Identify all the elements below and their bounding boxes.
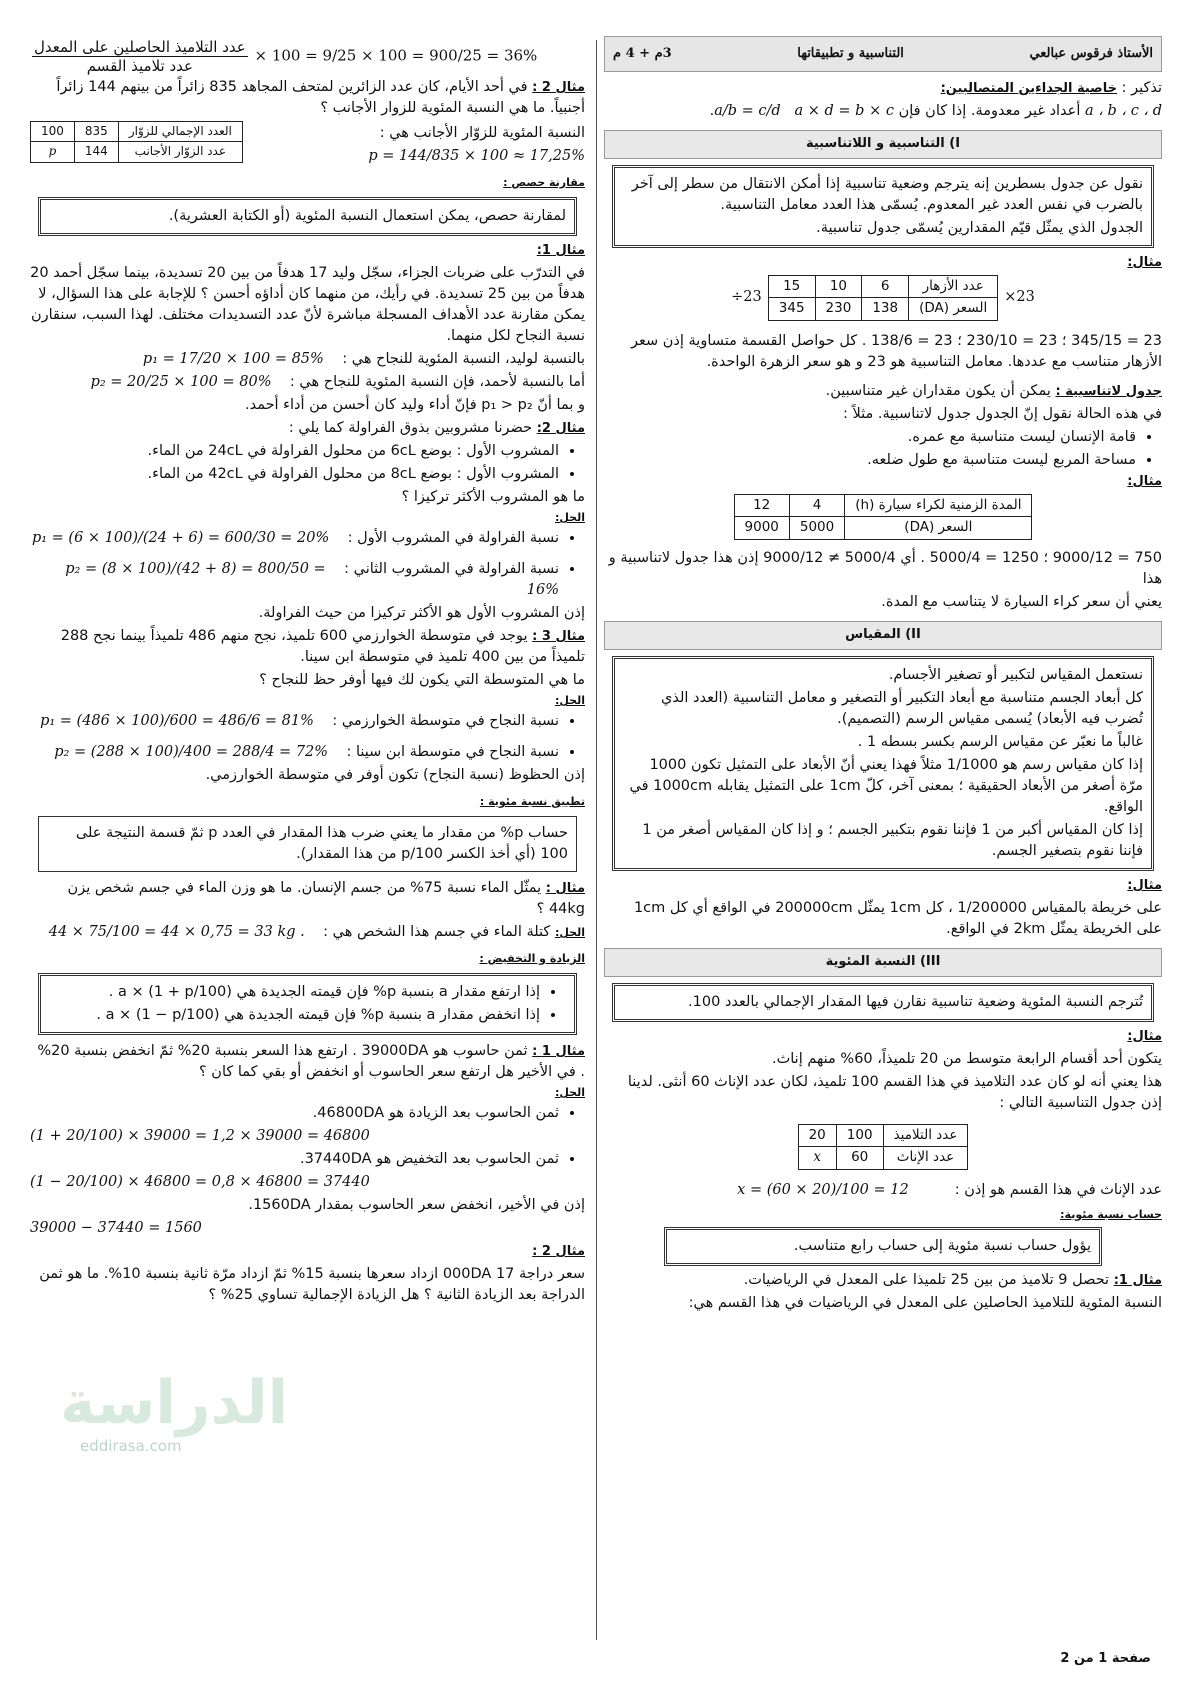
nonprop-intro: جدول لاتناسبية : يمكن أن يكون مقداران غير متناسبين. [825, 382, 1162, 399]
nonprop-list: • قامة الإنسان ليست متناسبة مع عمره. • مساحة المربع ليست متناسبة مع طول ضلعه. [604, 427, 1162, 471]
lesson-title: التناسبية و تطبيقاتها [797, 45, 904, 61]
example-label: مثال: [1127, 254, 1162, 270]
visitors-calc: p = 144/835 × 100 ≈ 17,25% [368, 148, 585, 165]
car-rental-table: المدة الزمنية لكراء سيارة (h) 4 12 السعر (DA) 5000 9000 [734, 494, 1033, 540]
students-table: عدد التلاميذ 100 20 عدد الإناث 60 x [798, 1124, 969, 1170]
section-percentage: III) النسبة المئوية [604, 948, 1162, 977]
author: الأستاذ فرقوس عبالعي [1029, 45, 1153, 61]
scale-box: نستعمل المقياس لتكبير أو تصغير الأجسام. كل أبعاد الجسم متناسبة مع أبعاد التكبير أو التصغير و معامل التناسبية (العدد الذي تُضرب فيه الأبعاد) يُسمى مقياس الرسم (التصميم). غالباً ما نعبّر عن مقياس الرسم بكسر بسطه 1 . إذا كان مقياس رسم هو 1/1000 مثلاً فهذا يعني أنّ الأبعاد على التمثيل تكون 1000 مرّة أصغر من الأبعاد الحقيقية ؛ بمعنى آخر، كلّ 1cm على التمثيل يقابله 1000cm في الواقع. إذا كان المقياس أكبر من 1 فإننا نقوم بتكبير الجسم ؛ و إذا كان المقياس أصغر من 1 فإننا نقوم بتصغير الجسم. [612, 656, 1154, 871]
cross-product: a × d = b × c [794, 103, 894, 120]
apply-box: حساب p% من مقدار ما يعني ضرب هذا المقدار في العدد p ثمّ قسمة النتيجة على 100 (أي أخذ الكسر p/100 من هذا المقدار). [38, 816, 577, 872]
section-proportionality: I) التناسبية و اللاتناسبية [604, 130, 1162, 159]
flowers-table: عدد الأزهار 6 10 15 السعر (DA) 138 230 345 [768, 275, 998, 321]
watermark-site: eddirasa.com [80, 1437, 182, 1455]
reminder-property: خاصية الجداءين المتصالبين: [940, 81, 1117, 96]
right-column: الأستاذ فرقوس عبالعي التناسبية و تطبيقاتها 3م + 4 م تذكير : خاصية الجداءين المتصالبين: a ، b ، c ، d أعداد غير معدومة. إذا كان فإن a/b = c/d a × d = b × c. I) التناسبية و اللاتناسبية نقول عن جدول بسطرين إنه يترجم وضعية تناسبية إذا أمكن الانتقال من سطر إلى آخر بالضرب في نفس العدد غير المعدوم. يُسمّى هذا العدد معامل التناسبية. الجدول الذي يمثّل قيّم المقدارين يُسمّى جدول تناسبية. مثال: ×23 عدد الأزهار 6 10 15 السعر (DA) 138 230 345 ÷23 23 = 345/15 ؛ 23 = 230/10 ؛ 23 = 138/6 . كل حواصل القسمة متساوية إذن سعر الأزهار متناسب مع عددها. معامل التناسبية هو 23 و هو سعر الزهرة الواحدة. جدول لاتناسبية : يمكن أن يكون مقداران غير متناسبين. في هذه الحالة نقول إنّ الجدول جدول لاتناسبية. مثلاً : • قامة الإنسان ليست متناسبة مع عمره. • مساحة المربع ليست متناسبة مع طول ضلعه. مثال: المدة الزمنية لكراء سيارة (h) 4 12 السعر (DA) 5000 9000 750 = 9000/12 ؛ 1250 = 5000/4 . أي 5000/4 ≠ 9000/12 إذن هذا جدول لاتناسبية و هذا يعني أن سعر كراء السيارة لا يتناسب مع المدة. II) المقياس نستعمل المقياس لتكبير أو تصغير الأجسام. كل أبعاد الجسم متناسبة مع أبعاد التكبير أو التصغير و معامل التناسبية (العدد الذي تُضرب فيه الأبعاد) يُسمى مقياس الرسم (التصميم). غالباً ما نعبّر عن مقياس الرسم بكسر بسطه 1 . إذا كان مقياس رسم هو 1/1000 مثلاً فهذا يعني أنّ الأبعاد على التمثيل تكون 1000 مرّة أصغر من الأبعاد الحقيقية ؛ بمعنى آخر، كلّ 1cm على التمثيل يقابله 1000cm في الواقع. إذا كان المقياس أكبر من 1 فإننا نقوم بتكبير الجسم ؛ و إذا كان المقياس أصغر من 1 فإننا نقوم بتصغير الجسم. مثال: على خريطة بالمقياس 1/200000 ، كل 1cm يمثّل 200000cm في الواقع أي كل 1cm على الخريطة يمثّل 2km في الواقع. III) النسبة المئوية تُترجم النسبة المئوية وضعية تناسبية نقارن فيها المقدار الإجمالي بالعدد 100. مثال: يتكون أحد أقسام الرابعة متوسط من 20 تلميذاً، 60% منهم إناث. هذا يعني أنه لو كان عدد التلاميذ في هذا القسم 100 تلميذ، لكان عدد الإناث 60 أنثى. لدينا إذن جدول التناسبية التالي : عدد التلاميذ 100 20 عدد الإناث 60 x عدد الإناث في هذا القسم هو إذن : x = (60 × 20)/100 = 12 حساب نسبة مئوية: يؤول حساب نسبة مئوية إلى حساب رابع متناسب. مثال 1: تحصل 9 تلاميذ من بين 25 تلميذا على المعدل في الرياضيات. النسبة المئوية للتلاميذ الحاصلين على المعدل في الرياضيات في هذا القسم هي: [604, 36, 1162, 1644]
column-divider [596, 40, 597, 1640]
page-header [604, 36, 1162, 72]
visitors-table: العدد الإجمالي للزوّار 835 100 عدد الزوّار الأجانب 144 p [30, 121, 243, 163]
flowers-explanation: 23 = 345/15 ؛ 23 = 230/10 ؛ 23 = 138/6 . كل حواصل القسمة متساوية إذن سعر الأزهار متناسب مع عددها. معامل التناسبية هو 23 و هو سعر الزهرة الواحدة. [631, 332, 1162, 370]
percentage-box: تُترجم النسبة المئوية وضعية تناسبية نقارن فيها المقدار الإجمالي بالعدد 100. [612, 983, 1154, 1022]
girls-result: عدد الإناث في هذا القسم هو إذن : x = (60 × 20)/100 = 12 [737, 1181, 1162, 1198]
compare-box: لمقارنة حصص، يمكن استعمال النسبة المئوية (أو الكتابة العشرية). [38, 197, 577, 236]
section-scale: II) المقياس [604, 621, 1162, 650]
watermark-logo: الدراسة [60, 1368, 289, 1438]
calc-box: يؤول حساب نسبة مئوية إلى حساب رابع متناسب. [664, 1227, 1102, 1266]
flowers-table-wrap: ×23 عدد الأزهار 6 10 15 السعر (DA) 138 230 345 ÷23 [604, 275, 1162, 321]
definition-box: نقول عن جدول بسطرين إنه يترجم وضعية تناسبية إذا أمكن الانتقال من سطر إلى آخر بالضرب في نفس العدد غير المعدوم. يُسمّى هذا العدد معامل التناسبية. الجدول الذي يمثّل قيّم المقدارين يُسمّى جدول تناسبية. [612, 165, 1154, 248]
top-fraction: $\frac{\text{عدد التلاميذ الحاصلين على المعدل}}{\text{عدد تلاميذ القسم}}$ × 100 = 9/25 × 100 = 900/25 = 36% [34, 38, 538, 75]
level: 3م + 4 م [613, 45, 672, 61]
scale-example: على خريطة بالمقياس 1/200000 ، كل 1cm يمثّل 200000cm في الواقع أي كل 1cm على الخريطة يمثّل 2km في الواقع. [633, 899, 1162, 937]
reminder: تذكير : خاصية الجداءين المتصالبين: [940, 80, 1162, 96]
reminder-text: a ، b ، c ، d أعداد غير معدومة. إذا كان فإن a/b = c/d a × d = b × c. [709, 103, 1162, 120]
page-number: صفحة 1 من 2 [1060, 1651, 1151, 1666]
increase-box: • إذا ارتفع مقدار a بنسبة p% فإن قيمته الجديدة هي a × (1 + p/100) . • إذا انخفض مقدار a بنسبة p% فإن قيمته الجديدة هي a × (1 − p/100) . [38, 973, 577, 1035]
left-column: $\frac{\text{عدد التلاميذ الحاصلين على المعدل}}{\text{عدد تلاميذ القسم}}$ × 100 = 9/25 × 100 = 900/25 = 36% مثال 2 : في أحد الأيام، كان عدد الزائرين لمتحف المجاهد 835 زائراً من بينهم 144 زائراً أجنبياً. ما هي النسبة المئوية للزوار الأجانب ؟ النسبة المئوية للزوّار الأجانب هي : p = 144/835 × 100 ≈ 17,25% العدد الإجمالي للزوّار 835 100 عدد الزوّار الأجانب 144 p مقارنة حصص : لمقارنة حصص، يمكن استعمال النسبة المئوية (أو الكتابة العشرية). مثال 1: في التدرّب على ضربات الجزاء، سجّل وليد 17 هدفاً من بين 20 تسديدة، بينما سجّل أحمد 20 هدفاً من بين 25 تسديدة. في رأيك، من منهما كان أداؤه أحسن ؟ للإجابة على هذا السؤال، لا يمكن مقارنة عدد الأهداف المسجلة مباشرة لأنّ عدد التسديدات مختلف. لهذا السبب، سنقارن نسبة النجاح لكل منهما. بالنسبة لوليد، النسبة المئوية للنجاح هي : p₁ = 17/20 × 100 = 85% أما بالنسبة لأحمد، فإن النسبة المئوية للنجاح هي : p₂ = 20/25 × 100 = 80% و بما أنّ p₁ > p₂ فإنّ أداء وليد كان أحسن من أداء أحمد. مثال 2: حضرنا مشروبين بذوق الفراولة كما يلي : • المشروب الأول : بوضع 6cL من محلول الفراولة في 24cL من الماء. • المشروب الأول : بوضع 8cL من محلول الفراولة في 42cL من الماء. ما هو المشروب الأكثر تركيزا ؟ الحل: • نسبة الفراولة في المشروب الأول : p₁ = (6 × 100)/(24 + 6) = 600/30 = 20% • نسبة الفراولة في المشروب الثاني : p₂ = (8 × 100)/(42 + 8) = 800/50 = 16% إذن المشروب الأول هو الأكثر تركيزا من حيث الفراولة. مثال 3 : يوجد في متوسطة الخوارزمي 600 تلميذ، نجح منهم 486 تلميذاً بينما نجح 288 تلميذاً من بين 400 تلميذ في متوسطة ابن سينا. ما هي المتوسطة التي يكون لك فيها أوفر حظ للنجاح ؟ الحل: • نسبة النجاح في متوسطة الخوارزمي : p₁ = (486 × 100)/600 = 486/6 = 81% • نسبة النجاح في متوسطة ابن سينا : p₂ = (288 × 100)/400 = 288/4 = 72% إذن الحظوظ (نسبة النجاح) تكون أوفر في متوسطة الخوارزمي. تطبيق نسبة مئوية : حساب p% من مقدار ما يعني ضرب هذا المقدار في العدد p ثمّ قسمة النتيجة على 100 (أي أخذ الكسر p/100 من هذا المقدار). مثال : يمثّل الماء نسبة 75% من جسم الإنسان. ما هو وزن الماء في جسم شخص يزن 44kg ؟ الحل: كتلة الماء في جسم هذا الشخص هي : 44 × 75/100 = 44 × 0,75 = 33 kg . الزيادة و التخفيض : • إذا ارتفع مقدار a بنسبة p% فإن قيمته الجديدة هي a × (1 + p/100) . • إذا انخفض مقدار a بنسبة p% فإن قيمته الجديدة هي a × (1 − p/100) . مثال 1 : ثمن حاسوب هو 39000DA . ارتفع هذا السعر بنسبة 20% ثمّ انخفض بنسبة 20% . في الأخير هل ارتفع سعر الحاسوب أو انخفض أو بقي كما كان ؟ الحل: • ثمن الحاسوب بعد الزيادة هو 46800DA. (1 + 20/100) × 39000 = 1,2 × 39000 = 46800 • ثمن الحاسوب بعد التخفيض هو 37440DA. (1 − 20/100) × 46800 = 0,8 × 46800 = 37440 إذن في الأخير، انخفض سعر الحاسوب بمقدار 1560DA. 39000 − 37440 = 1560 مثال 2 : سعر دراجة 17 000DA ازداد سعرها بنسبة 15% ثمّ ازداد مرّة ثانية بنسبة 10%. ما هو ثمن الدراجة بعد الزيادة الثانية ؟ هل الزيادة الإجمالية تساوي 25% ؟ [30, 36, 585, 1644]
